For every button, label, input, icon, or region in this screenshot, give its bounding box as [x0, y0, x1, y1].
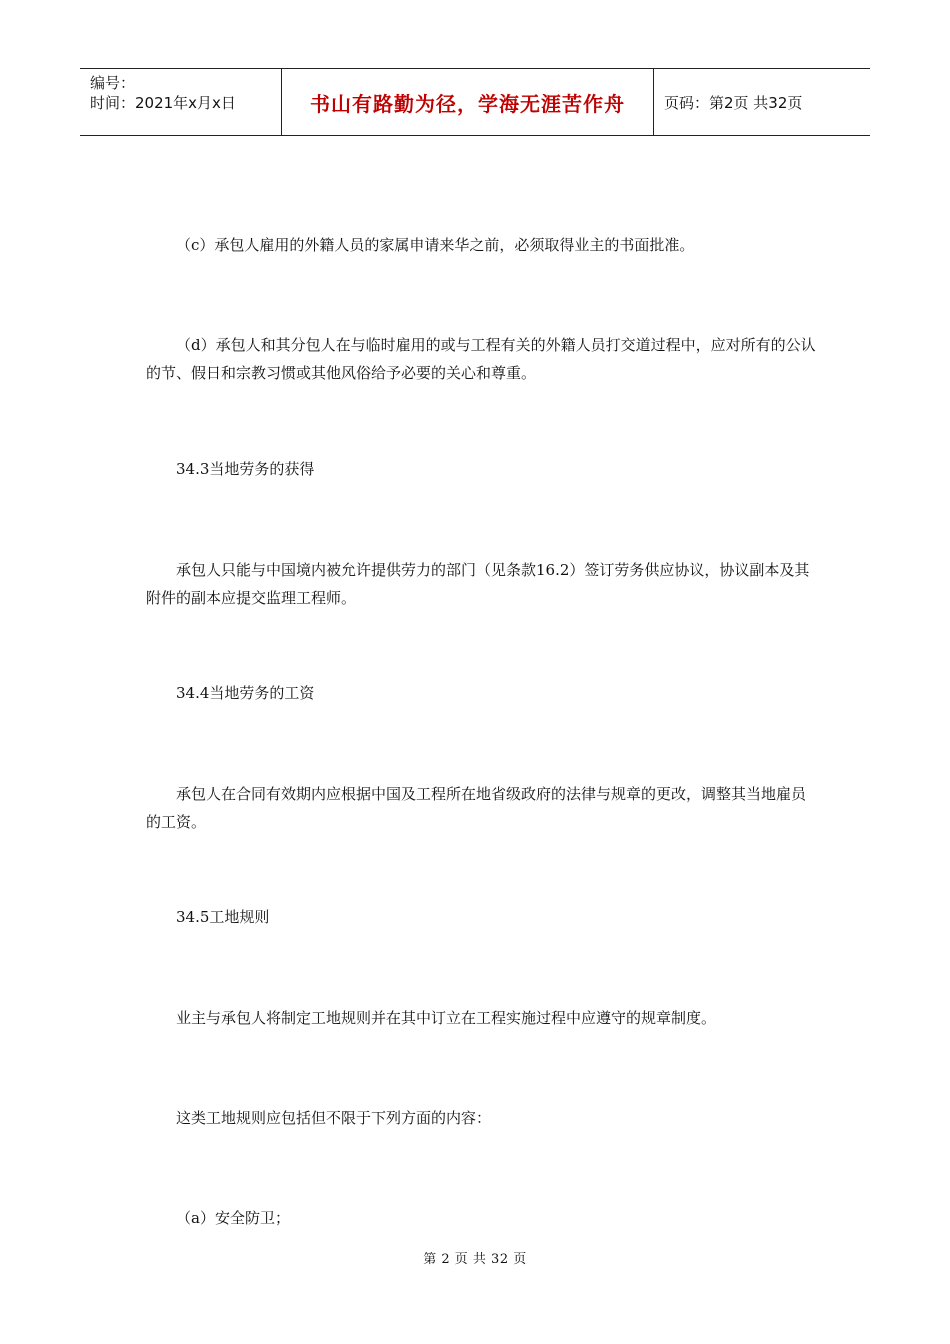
header-motto: 书山有路勤为径，学海无涯苦作舟 — [310, 91, 625, 116]
paragraph-labor-acquisition: 承包人只能与中国境内被允许提供劳力的部门（见条款16.2）签订劳务供应协议，协议副本及其附件的副本应提交监理工程师。 — [146, 561, 810, 607]
section-heading-34-5: 34.5工地规则 — [176, 908, 270, 926]
paragraph-d: （d）承包人和其分包人在与临时雇用的或与工程有关的外籍人员打交道过程中，应对所有的公认的节、假日和宗教习惯或其他风俗给予必要的关心和尊重。 — [146, 336, 816, 382]
paragraph-site-rules: 业主与承包人将制定工地规则并在其中订立在工程实施过程中应遵守的规章制度。 — [176, 1009, 717, 1027]
header-page-cell — [654, 69, 870, 135]
section-heading-34-3: 34.3当地劳务的获得 — [176, 460, 315, 478]
paragraph-labor-wages: 承包人在合同有效期内应根据中国及工程所在地省级政府的法律与规章的更改，调整其当地雇员的工资。 — [146, 785, 807, 831]
paragraph-c: （c）承包人雇用的外籍人员的家属申请来华之前，必须取得业主的书面批准。 — [176, 236, 695, 254]
header-meta — [80, 69, 282, 135]
page-header — [80, 68, 870, 136]
section-heading-34-4: 34.4当地劳务的工资 — [176, 684, 315, 702]
document-number-label: 编号： — [90, 74, 136, 92]
paragraph-item-a: （a）安全防卫； — [176, 1209, 290, 1227]
page-footer: 第 2 页 共 32 页 — [423, 1252, 527, 1267]
header-page-number: 页码：第2页 共32页 — [664, 93, 803, 112]
paragraph-site-rules-scope: 这类工地规则应包括但不限于下列方面的内容： — [176, 1109, 492, 1127]
document-time-label: 时间：2021年x月x日 — [90, 94, 236, 112]
header-motto-cell — [282, 69, 654, 135]
